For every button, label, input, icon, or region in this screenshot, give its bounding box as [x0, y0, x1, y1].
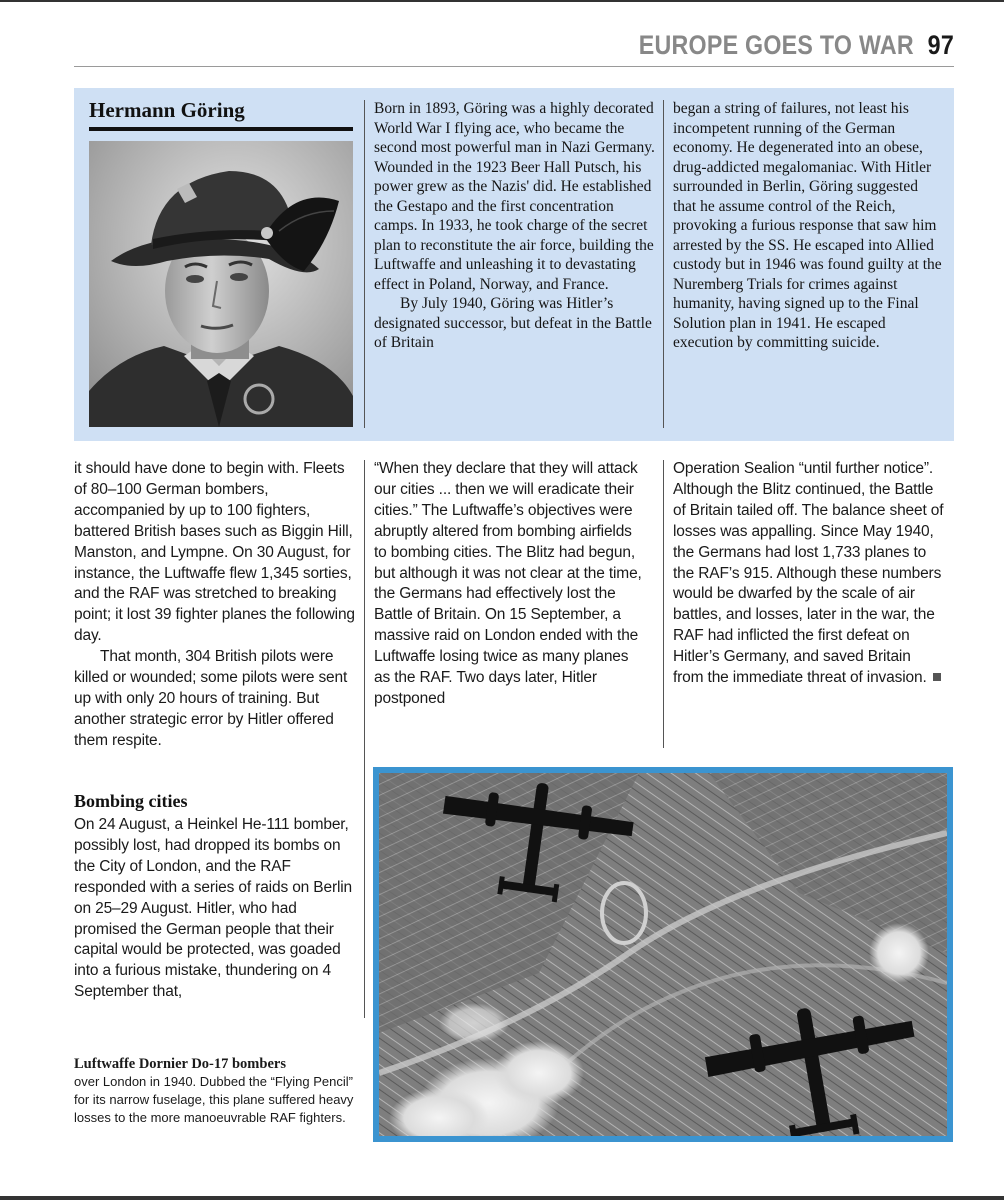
- top-border: [0, 0, 1004, 2]
- photo-frame: [373, 767, 953, 1142]
- body-paragraph: That month, 304 British pilots were killed or wounded; some pilots were sent up with only 20 hours of training. But another strategic error by Hitler offered them respite.: [74, 648, 348, 749]
- page-number: 97: [927, 30, 954, 60]
- profile-title-rule: [89, 127, 353, 131]
- portrait-photo: [89, 141, 353, 427]
- body-column-rule-2: [663, 460, 664, 748]
- body-paragraph: “When they declare that they will attack our cities ... then we will eradicate their cities.” The Luftwaffe’s objectives were abruptly altered from bombing airfields to bombing cities. The Blitz had begun, but although it was not clear at the time, the Germans had effectively lost the Battle of Britain. On 15 September, a massive raid on London ended with the Luftwaffe losing twice as many planes as the RAF. Two days later, Hitler postponed: [374, 460, 642, 707]
- caption-text: over London in 1940. Dubbed the “Flying Pencil” for its narrow fuselage, this plane suffered heavy losses to the more manoeuvrable RAF fighters.: [74, 1074, 354, 1125]
- photo-caption: [74, 1055, 356, 1127]
- profile-paragraph: Born in 1893, Göring was a highly decorated World War I flying ace, who became the second most powerful man in Nazi Germany. Wounded in the 1923 Beer Hall Putsch, his power grew as the Nazis' did. He established the Gestapo and the first concentration camps. In 1933, he took charge of the secret plan to reconstitute the air force, building the Luftwaffe and unleashing it to devastating effect in Poland, Norway, and France.: [374, 100, 655, 293]
- body-paragraph: [673, 459, 945, 689]
- header-rule: [74, 66, 954, 67]
- body-column-rule-1: [364, 460, 365, 1018]
- running-header: [615, 30, 954, 61]
- profile-column-rule-1: [364, 100, 365, 428]
- profile-paragraph: By July 1940, Göring was Hitler’s designated successor, but defeat in the Battle of Britain: [374, 295, 652, 351]
- aerial-bombers-photo: [379, 773, 947, 1136]
- profile-title: Hermann Göring: [89, 98, 245, 122]
- body-column-1: [74, 459, 356, 752]
- body-column-2: [374, 459, 648, 710]
- body-paragraph: it should have done to begin with. Fleets of 80–100 German bombers, accompanied by up to 100 fighters, battered British bases such as Biggin Hill, Manston, and Lympne. On 30 August, for instance, the Luftwaffe flew 1,345 sorties, and the RAF was stretched to breaking point; it lost 39 fighter planes the following day.: [74, 460, 355, 645]
- body-column-1-continued: [74, 815, 356, 1003]
- profile-text-column-1: [374, 99, 656, 353]
- bottom-border: [0, 1196, 1004, 1200]
- body-paragraph: On 24 August, a Heinkel He-111 bomber, possibly lost, had dropped its bombs on the City of London, and the RAF responded with a series of raids on Berlin on 25–29 August. Hitler, who had promised the German people that their capital would be protected, was goaded into a furious mistake, thundering on 4 September that,: [74, 816, 353, 1001]
- caption-title: Luftwaffe Dornier Do-17 bombers: [74, 1056, 286, 1072]
- profile-text-column-2: [673, 99, 943, 353]
- end-mark-icon: [933, 673, 941, 681]
- subheading-bombing-cities: Bombing cities: [74, 791, 188, 811]
- profile-paragraph: began a string of failures, not least his incompetent running of the German economy. He degenerated into an obese, drug-addicted megalomaniac. With Hitler surrounded in Berlin, Göring suggested that he assume control of the Reich, provoking a furious response that saw him arrested by the SS. He escaped into Allied custody but in 1946 was found guilty at the Nuremberg Trials for crimes against humanity, having signed up to the Final Solution plan in 1941. He escaped execution by committing suicide.: [673, 100, 942, 351]
- body-column-3: [673, 459, 945, 689]
- body-paragraph-text: Operation Sealion “until further notice”. Although the Blitz continued, the Battle of Britain tailed off. The balance sheet of losses was appalling. Since May 1940, the Germans had lost 1,733 planes to the RAF’s 915. Although these numbers would be dwarfed by the scale of air battles, and losses, later in the war, the RAF had inflicted the first defeat on Hitler’s Germany, and saved Britain from the immediate threat of invasion.: [673, 460, 944, 687]
- profile-column-rule-2: [663, 100, 664, 428]
- section-title: EUROPE GOES TO WAR: [638, 30, 914, 60]
